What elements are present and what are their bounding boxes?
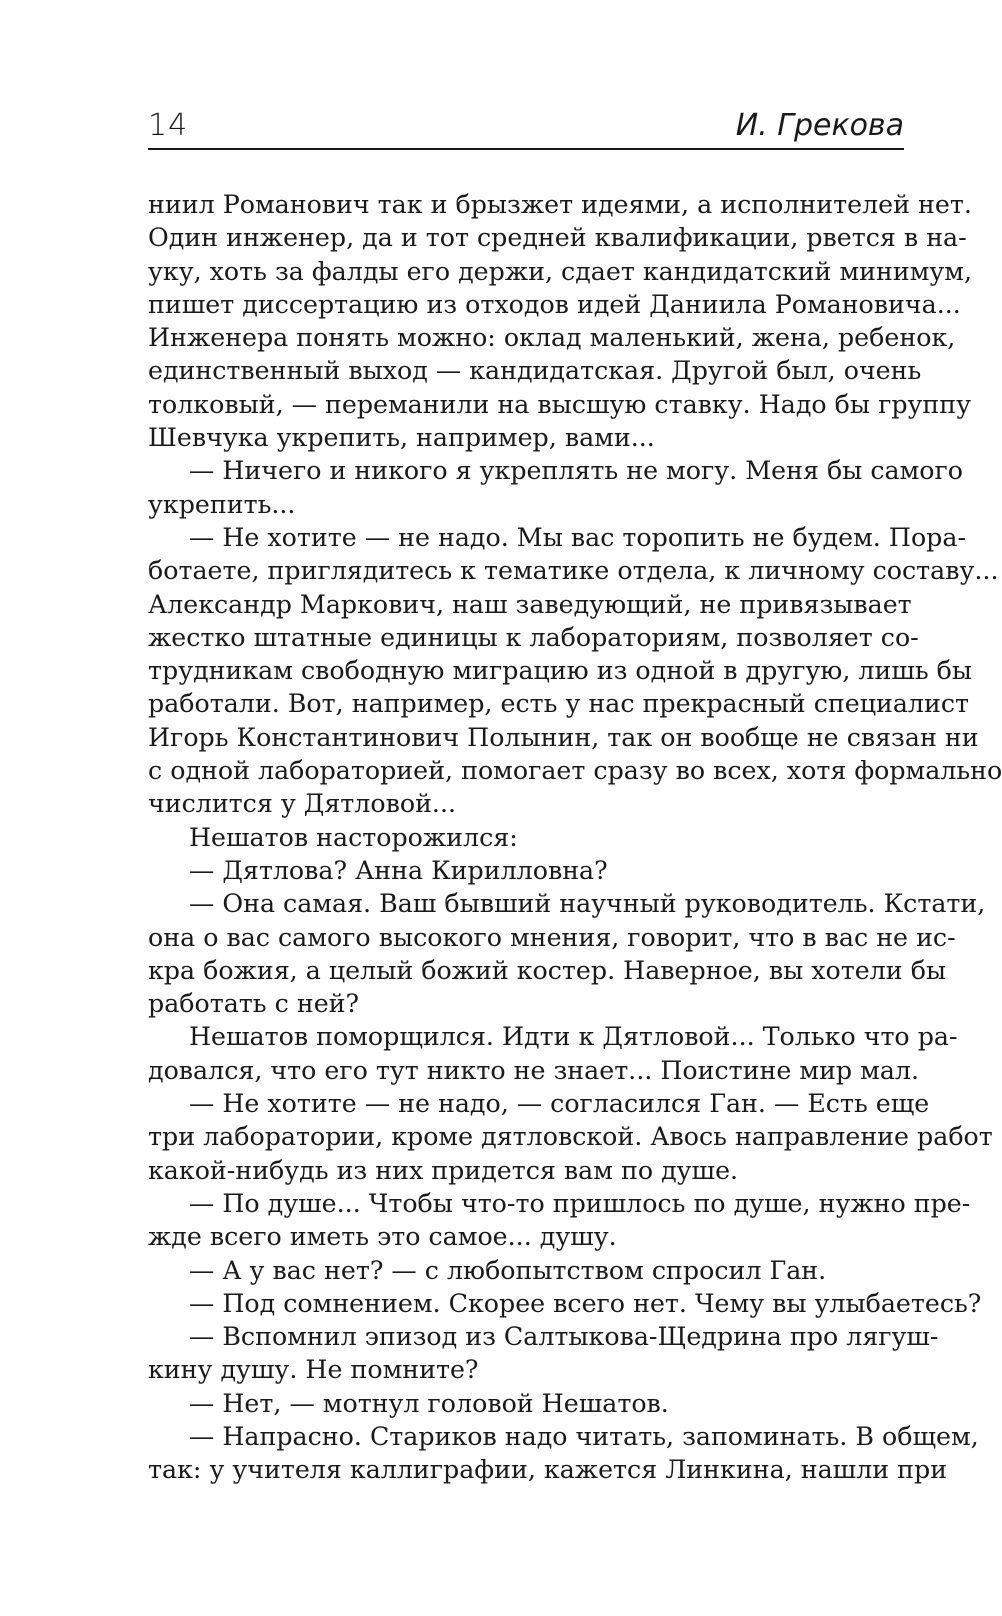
text-line: Нешатов насторожился:	[189, 822, 518, 852]
text-line: жде всего иметь это самое... душу.	[148, 1222, 617, 1252]
text-line: — Напрасно. Стариков надо читать, запоминать. В общем,	[189, 1421, 979, 1451]
text-line: — Нет, — мотнул головой Нешатов.	[189, 1388, 669, 1418]
text-line: уку, хоть за фалды его держи, сдает кандидатский минимум,	[148, 256, 972, 286]
text-line: — Она самая. Ваш бывший научный руководитель. Кстати,	[189, 889, 986, 919]
text-line: — Не хотите — не надо. Мы вас торопить не будем. Пора-	[189, 522, 967, 552]
text-line: три лаборатории, кроме дятловской. Авось направление работ	[148, 1122, 993, 1152]
text-line: кра божия, а целый божий костер. Наверное, вы хотели бы	[148, 955, 947, 985]
text-line: Нешатов поморщился. Идти к Дятловой... Только что ра-	[189, 1022, 958, 1052]
text-line: какой-нибудь из них придется вам по душе.	[148, 1155, 739, 1185]
text-line: — Под сомнением. Скорее всего нет. Чему вы улыбаетесь?	[189, 1288, 982, 1318]
text-line: ниил Романович так и брызжет идеями, а исполнителей нет.	[148, 190, 972, 219]
text-line: Инженера понять можно: оклад маленький, жена, ребенок,	[148, 323, 956, 353]
text-line: пишет диссертацию из отходов идей Даниила Романовича...	[148, 289, 961, 319]
text-line: — Дятлова? Анна Кирилловна?	[189, 855, 608, 885]
text-line: толковый, — переманили на высшую ставку. Надо бы группу	[148, 389, 972, 419]
page-number: 14	[148, 108, 189, 143]
text-line: единственный выход — кандидатская. Другой был, очень	[148, 356, 922, 386]
text-line: работать с ней?	[148, 989, 360, 1019]
text-line: — Вспомнил эпизод из Салтыкова-Щедрина про лягуш-	[189, 1322, 939, 1352]
text-line: с одной лабораторией, помогает сразу во всех, хотя формально	[148, 756, 1002, 786]
text-line: Шевчука укрепить, например, вами...	[148, 423, 655, 453]
text-line: кину душу. Не помните?	[148, 1355, 479, 1385]
text-line: Один инженер, да и тот средней квалификации, рвется в на-	[148, 223, 967, 253]
text-line: — По душе... Чтобы что-то пришлось по душе, нужно пре-	[189, 1188, 971, 1218]
text-line: — Не хотите — не надо, — согласился Ган. — Есть еще	[189, 1089, 930, 1119]
text-line: — Ничего и никого я укреплять не могу. Меня бы самого	[189, 456, 964, 486]
text-line: жестко штатные единицы к лабораториям, позволяет со-	[148, 622, 919, 652]
text-line: укрепить...	[148, 489, 296, 519]
body-text	[148, 188, 1002, 1487]
page-header	[148, 96, 904, 150]
text-line: так: у учителя каллиграфии, кажется Линкина, нашли при	[148, 1455, 948, 1485]
text-line: довался, что его тут никто не знает... Поистине мир мал.	[148, 1055, 920, 1085]
text-line: — А у вас нет? — с любопытством спросил Ган.	[189, 1255, 827, 1285]
text-line: ботаете, приглядитесь к тематике отдела, к личному составу...	[148, 556, 999, 586]
text-line: Александр Маркович, наш заведующий, не привязывает	[148, 589, 912, 619]
text-line: она о вас самого высокого мнения, говорит, что в вас не ис-	[148, 922, 956, 952]
text-line: числится у Дятловой...	[148, 789, 457, 819]
text-line: Игорь Константинович Полынин, так он вообще не связан ни	[148, 722, 979, 752]
text-line: трудникам свободную миграцию из одной в другую, лишь бы	[148, 656, 973, 686]
text-line: работали. Вот, например, есть у нас прекрасный специалист	[148, 689, 970, 719]
running-head-author: И. Грекова	[735, 108, 904, 143]
